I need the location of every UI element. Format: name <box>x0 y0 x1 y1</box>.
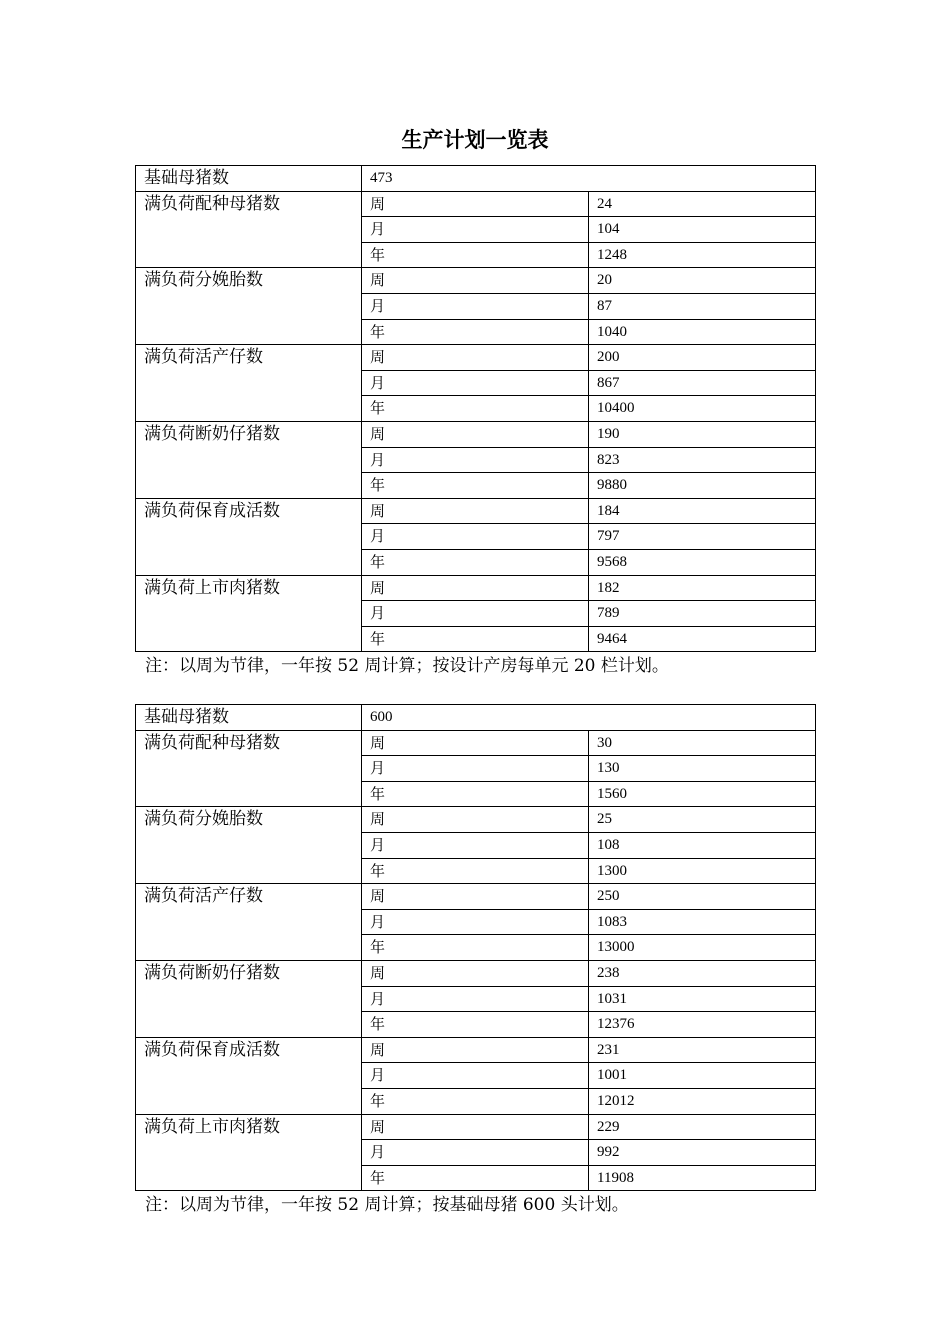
table-row <box>136 1114 816 1140</box>
value-cell: 789 <box>589 601 816 627</box>
period-cell: 年 <box>362 319 589 345</box>
period-cell: 周 <box>362 498 589 524</box>
metric-label: 满负荷活产仔数 <box>136 884 362 961</box>
period-cell: 月 <box>362 756 589 782</box>
value-cell: 184 <box>589 498 816 524</box>
metric-label: 满负荷保育成活数 <box>136 1037 362 1114</box>
period-cell: 周 <box>362 421 589 447</box>
metric-label: 满负荷分娩胎数 <box>136 268 362 345</box>
base-sow-label: 基础母猪数 <box>136 705 362 731</box>
table-row <box>136 884 816 910</box>
period-cell: 月 <box>362 293 589 319</box>
period-cell: 年 <box>362 858 589 884</box>
production-plan-table-2 <box>135 704 816 1191</box>
table-row <box>136 191 816 217</box>
value-cell: 12376 <box>589 1012 816 1038</box>
value-cell: 20 <box>589 268 816 294</box>
value-cell: 1001 <box>589 1063 816 1089</box>
value-cell: 10400 <box>589 396 816 422</box>
period-cell: 周 <box>362 1114 589 1140</box>
table-row <box>136 730 816 756</box>
period-cell: 月 <box>362 601 589 627</box>
period-cell: 年 <box>362 1012 589 1038</box>
period-cell: 周 <box>362 884 589 910</box>
period-cell: 月 <box>362 909 589 935</box>
metric-label: 满负荷断奶仔猪数 <box>136 421 362 498</box>
table-row <box>136 345 816 371</box>
value-cell: 1083 <box>589 909 816 935</box>
period-cell: 月 <box>362 370 589 396</box>
table-row <box>136 575 816 601</box>
value-cell: 229 <box>589 1114 816 1140</box>
value-cell: 30 <box>589 730 816 756</box>
value-cell: 1040 <box>589 319 816 345</box>
value-cell: 250 <box>589 884 816 910</box>
period-cell: 年 <box>362 935 589 961</box>
period-cell: 周 <box>362 345 589 371</box>
table-row <box>136 268 816 294</box>
production-plan-table-1 <box>135 165 816 652</box>
period-cell: 周 <box>362 807 589 833</box>
period-cell: 周 <box>362 960 589 986</box>
period-cell: 周 <box>362 1037 589 1063</box>
period-cell: 周 <box>362 268 589 294</box>
table-note: 注：以周为节律，一年按 52 周计算；按基础母猪 600 头计划。 <box>145 1195 629 1215</box>
value-cell: 231 <box>589 1037 816 1063</box>
value-cell: 1300 <box>589 858 816 884</box>
period-cell: 年 <box>362 1088 589 1114</box>
period-cell: 月 <box>362 832 589 858</box>
value-cell: 130 <box>589 756 816 782</box>
value-cell: 823 <box>589 447 816 473</box>
value-cell: 9464 <box>589 626 816 652</box>
value-cell: 1560 <box>589 781 816 807</box>
period-cell: 年 <box>362 473 589 499</box>
base-sow-row <box>136 705 816 731</box>
value-cell: 24 <box>589 191 816 217</box>
period-cell: 年 <box>362 242 589 268</box>
period-cell: 周 <box>362 575 589 601</box>
base-sow-label: 基础母猪数 <box>136 166 362 192</box>
period-cell: 月 <box>362 447 589 473</box>
value-cell: 13000 <box>589 935 816 961</box>
metric-label: 满负荷保育成活数 <box>136 498 362 575</box>
base-sow-value: 473 <box>362 166 816 192</box>
table-row <box>136 1037 816 1063</box>
table-row <box>136 807 816 833</box>
metric-label: 满负荷上市肉猪数 <box>136 1114 362 1191</box>
base-sow-row <box>136 166 816 192</box>
period-cell: 年 <box>362 781 589 807</box>
period-cell: 月 <box>362 524 589 550</box>
period-cell: 月 <box>362 986 589 1012</box>
metric-label: 满负荷上市肉猪数 <box>136 575 362 652</box>
table-row <box>136 421 816 447</box>
period-cell: 年 <box>362 396 589 422</box>
period-cell: 月 <box>362 217 589 243</box>
value-cell: 182 <box>589 575 816 601</box>
value-cell: 25 <box>589 807 816 833</box>
table-row <box>136 498 816 524</box>
value-cell: 1031 <box>589 986 816 1012</box>
table-row <box>136 960 816 986</box>
value-cell: 867 <box>589 370 816 396</box>
value-cell: 104 <box>589 217 816 243</box>
period-cell: 年 <box>362 626 589 652</box>
value-cell: 1248 <box>589 242 816 268</box>
value-cell: 200 <box>589 345 816 371</box>
period-cell: 月 <box>362 1063 589 1089</box>
metric-label: 满负荷配种母猪数 <box>136 730 362 807</box>
value-cell: 9880 <box>589 473 816 499</box>
period-cell: 周 <box>362 191 589 217</box>
period-cell: 年 <box>362 1165 589 1191</box>
value-cell: 108 <box>589 832 816 858</box>
page-title: 生产计划一览表 <box>401 127 549 152</box>
metric-label: 满负荷配种母猪数 <box>136 191 362 268</box>
period-cell: 周 <box>362 730 589 756</box>
value-cell: 87 <box>589 293 816 319</box>
metric-label: 满负荷活产仔数 <box>136 345 362 422</box>
metric-label: 满负荷分娩胎数 <box>136 807 362 884</box>
value-cell: 190 <box>589 421 816 447</box>
metric-label: 满负荷断奶仔猪数 <box>136 960 362 1037</box>
value-cell: 11908 <box>589 1165 816 1191</box>
value-cell: 12012 <box>589 1088 816 1114</box>
value-cell: 797 <box>589 524 816 550</box>
value-cell: 992 <box>589 1140 816 1166</box>
period-cell: 年 <box>362 549 589 575</box>
value-cell: 9568 <box>589 549 816 575</box>
period-cell: 月 <box>362 1140 589 1166</box>
value-cell: 238 <box>589 960 816 986</box>
base-sow-value: 600 <box>362 705 816 731</box>
table-note: 注：以周为节律，一年按 52 周计算；按设计产房每单元 20 栏计划。 <box>145 656 669 676</box>
